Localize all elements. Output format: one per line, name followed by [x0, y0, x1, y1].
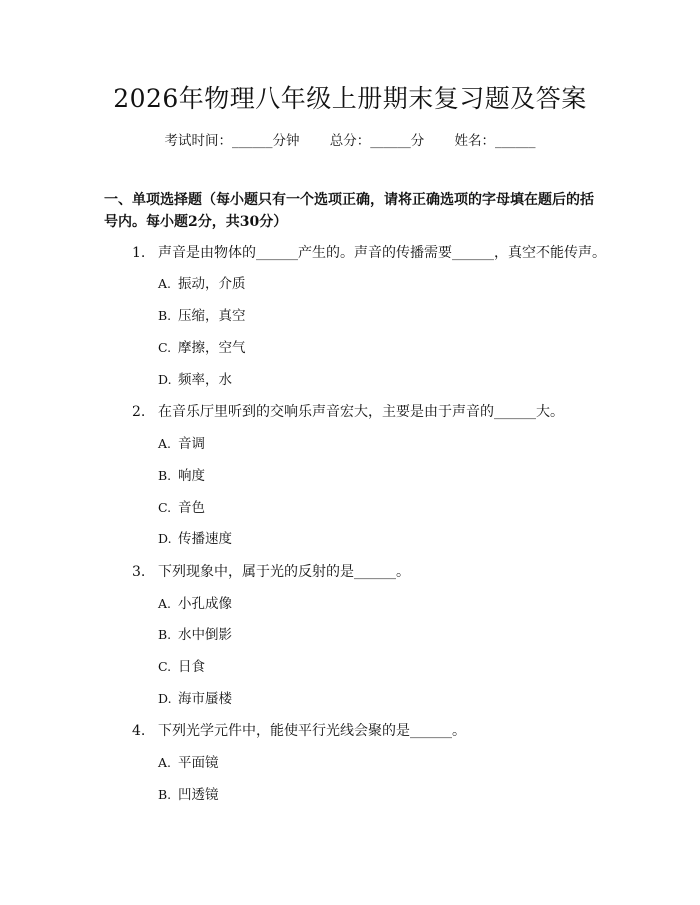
question-3: [132, 562, 410, 582]
option-item: [158, 753, 219, 773]
option-letter: C.: [158, 340, 172, 355]
exam-meta: [0, 131, 700, 151]
option-letter: D.: [158, 531, 172, 546]
option-text: 海市蜃楼: [178, 691, 232, 707]
question-1: [132, 243, 606, 263]
option-item: [158, 274, 246, 294]
option-text: 振动，介质: [178, 276, 246, 292]
option-item: [158, 785, 219, 805]
option-text: 日食: [178, 659, 205, 675]
question-number: 3.: [132, 564, 146, 580]
exam-time-field: 考试时间：______分钟: [164, 133, 300, 149]
option-text: 压缩，真空: [178, 308, 246, 324]
option-item: [158, 689, 232, 709]
question-number: 1.: [132, 245, 146, 261]
option-item: [158, 529, 232, 549]
question-text: 声音是由物体的______产生的。声音的传播需要______，真空不能传声。: [158, 245, 606, 261]
option-letter: A.: [158, 276, 172, 291]
option-text: 频率，水: [178, 372, 232, 388]
option-text: 平面镜: [178, 755, 219, 771]
option-letter: B.: [158, 627, 172, 642]
student-name-field: 姓名：______: [454, 133, 536, 149]
question-text: 下列现象中，属于光的反射的是______。: [158, 564, 410, 580]
option-letter: A.: [158, 596, 172, 611]
option-letter: A.: [158, 436, 172, 451]
option-item: [158, 625, 232, 645]
option-item: [158, 306, 246, 326]
option-item: [158, 594, 232, 614]
option-item: [158, 434, 205, 454]
option-text: 传播速度: [178, 531, 232, 547]
option-text: 水中倒影: [178, 627, 232, 643]
option-item: [158, 370, 232, 390]
question-number: 2.: [132, 404, 146, 420]
option-item: [158, 657, 205, 677]
page-title: 2026年物理八年级上册期末复习题及答案: [113, 84, 587, 113]
question-4: [132, 721, 466, 741]
option-letter: B.: [158, 787, 172, 802]
question-text: 下列光学元件中，能使平行光线会聚的是______。: [158, 723, 466, 739]
option-letter: D.: [158, 372, 172, 387]
option-text: 音色: [178, 500, 205, 516]
option-text: 响度: [178, 468, 205, 484]
option-item: [158, 466, 205, 486]
section-heading: 一、单项选择题（每小题只有一个选项正确，请将正确选项的字母填在题后的括号内。每小题2分，共30分）: [104, 192, 594, 230]
question-number: 4.: [132, 723, 146, 739]
option-letter: B.: [158, 468, 172, 483]
option-text: 小孔成像: [178, 596, 232, 612]
option-text: 摩擦，空气: [178, 340, 246, 356]
option-item: [158, 498, 205, 518]
option-item: [158, 338, 246, 358]
option-letter: A.: [158, 755, 172, 770]
question-text: 在音乐厅里听到的交响乐声音宏大，主要是由于声音的______大。: [158, 404, 564, 420]
question-2: [132, 402, 564, 422]
total-score-field: 总分：______分: [329, 133, 425, 149]
option-letter: C.: [158, 500, 172, 515]
option-text: 音调: [178, 436, 205, 452]
option-letter: B.: [158, 308, 172, 323]
option-letter: D.: [158, 691, 172, 706]
option-letter: C.: [158, 659, 172, 674]
option-text: 凹透镜: [178, 787, 219, 803]
